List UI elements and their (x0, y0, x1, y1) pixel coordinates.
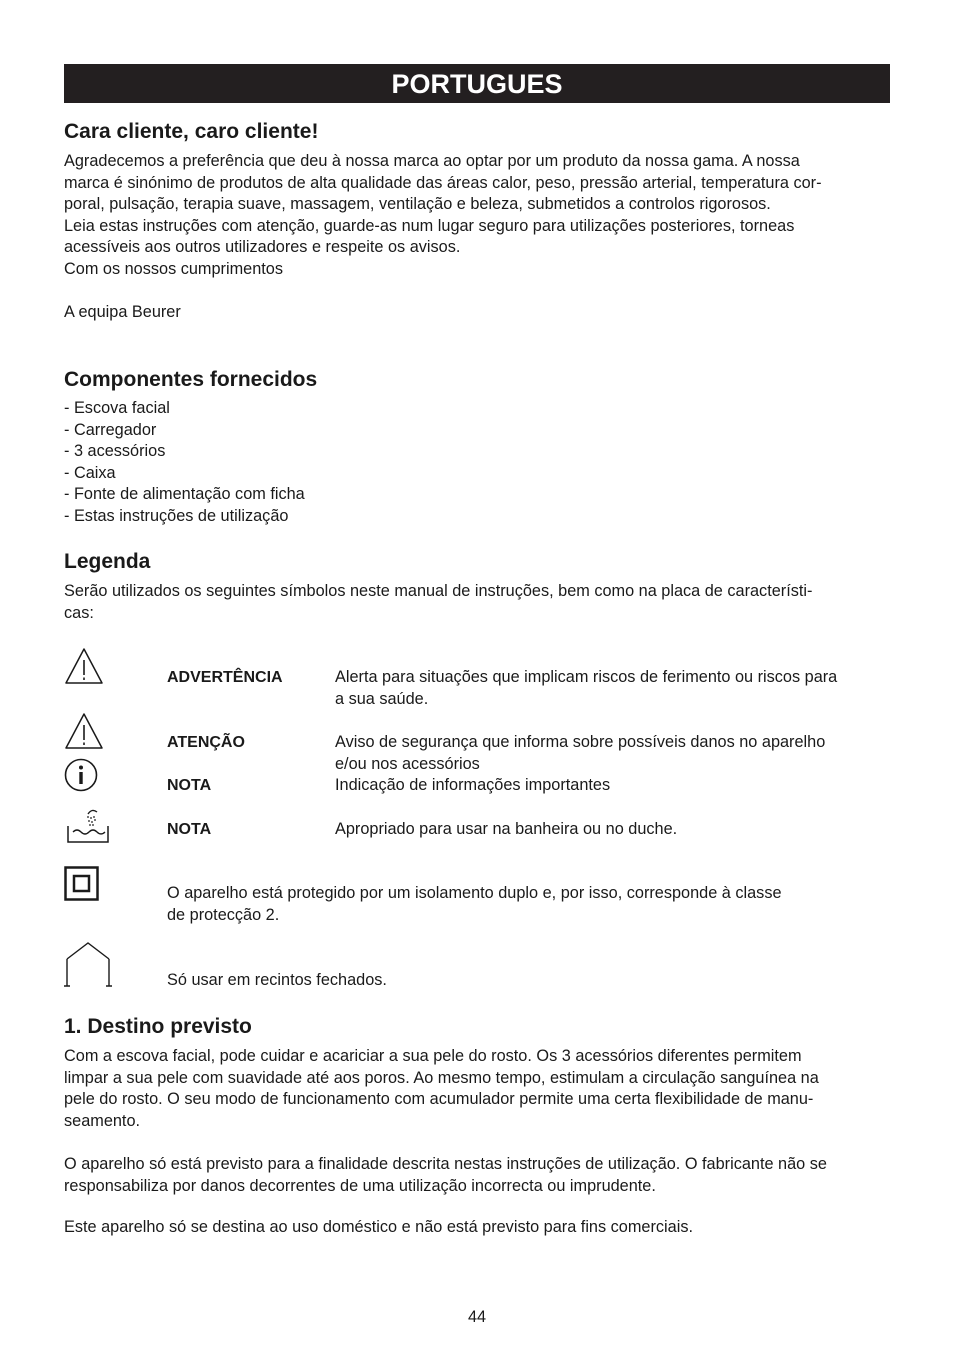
greeting-heading: Cara cliente, caro cliente! (64, 120, 319, 143)
intended-use-paragraph-2 (64, 1154, 890, 1197)
text-line: Alerta para situações que implicam riscos de ferimento ou riscos para (335, 668, 838, 686)
text-line: Leia estas instruções com atenção, guarde-as num lugar seguro para utilizações posteriores, torneas (64, 216, 795, 235)
intended-use-paragraph-1 (64, 1046, 890, 1132)
page-number: 44 (467, 1308, 487, 1326)
list-item: - Fonte de alimentação com ficha (64, 485, 305, 504)
text-line: Apropriado para usar na banheira ou no duche. (335, 820, 678, 838)
legend-label-warning: ADVERTÊNCIA (167, 669, 283, 686)
text-line: acessíveis aos outros utilizadores e respeite os avisos. (64, 238, 461, 257)
text-line: O aparelho está protegido por um isolamento duplo e, por isso, corresponde à classe (167, 884, 782, 902)
intended-use-heading: 1. Destino previsto (64, 1015, 252, 1038)
text-line: pele do rosto. O seu modo de funcionamento com acumulador permite uma certa flexibilidade de manu- (64, 1090, 814, 1109)
warning-triangle-icon (64, 646, 104, 686)
text-line: Só usar em recintos fechados. (167, 971, 387, 989)
signature: A equipa Beurer (64, 303, 181, 321)
list-item: - Carregador (64, 420, 157, 439)
list-item: - Escova facial (64, 399, 170, 417)
intro-paragraph (64, 151, 890, 281)
legend-label-note: NOTA (167, 777, 212, 794)
info-circle-icon (64, 758, 98, 792)
text-line: Agradecemos a preferência que deu à nossa marca ao optar por um produto da nossa gama. A nossa (64, 152, 800, 170)
list-item: - 3 acessórios (64, 442, 166, 461)
legend-text-warning (335, 667, 895, 710)
text-line: Indicação de informações importantes (335, 776, 611, 794)
legend-text-bath (335, 819, 895, 841)
text-line: Com a escova facial, pode cuidar e acariciar a sua pele do rosto. Os 3 acessórios diferentes permitem (64, 1047, 802, 1065)
components-heading: Componentes fornecidos (64, 368, 318, 391)
text-line: seamento. (64, 1111, 141, 1130)
text-line: O aparelho só está previsto para a finalidade descrita nestas instruções de utilização. O fabricante não se (64, 1155, 827, 1173)
text-line: Com os nossos cumprimentos (64, 259, 283, 278)
components-list (64, 398, 890, 528)
legend-intro (64, 581, 890, 624)
indoor-house-icon (64, 941, 112, 989)
bath-shower-icon (66, 808, 110, 844)
section-title-banner: PORTUGUES (64, 64, 890, 103)
text-line: Serão utilizados os seguintes símbolos neste manual de instruções, bem como na placa de característi- (64, 582, 813, 600)
text-line: cas: (64, 603, 94, 622)
legend-text-insulation (167, 883, 867, 926)
legend-label-bath: NOTA (167, 821, 212, 838)
legend-text-note (335, 775, 895, 797)
legend-label-caution: ATENÇÃO (167, 734, 245, 751)
text-line: e/ou nos acessórios (335, 754, 480, 773)
text-line: Aviso de segurança que informa sobre possíveis danos no aparelho (335, 733, 826, 751)
text-line: de protecção 2. (167, 905, 280, 924)
intended-use-paragraph-3 (64, 1217, 890, 1239)
text-line: responsabiliza por danos decorrentes de uma utilização incorrecta ou imprudente. (64, 1176, 656, 1195)
legend-text-indoor (167, 970, 867, 992)
warning-triangle-icon (64, 711, 104, 751)
text-line: poral, pulsação, terapia suave, massagem, ventilação e beleza, submetidos a controlos rigorosos. (64, 195, 771, 214)
legend-heading: Legenda (64, 550, 151, 573)
legend-text-caution (335, 732, 895, 775)
text-line: marca é sinónimo de produtos de alta qualidade das áreas calor, peso, pressão arterial, temperatura cor- (64, 173, 822, 192)
double-insulation-icon (64, 866, 99, 901)
text-line: a sua saúde. (335, 689, 429, 708)
text-line: limpar a sua pele com suavidade até aos poros. Ao mesmo tempo, estimulam a circulação sanguínea na (64, 1068, 819, 1087)
list-item: - Estas instruções de utilização (64, 506, 289, 525)
text-line: Este aparelho só se destina ao uso doméstico e não está previsto para fins comerciais. (64, 1218, 693, 1236)
list-item: - Caixa (64, 463, 116, 482)
